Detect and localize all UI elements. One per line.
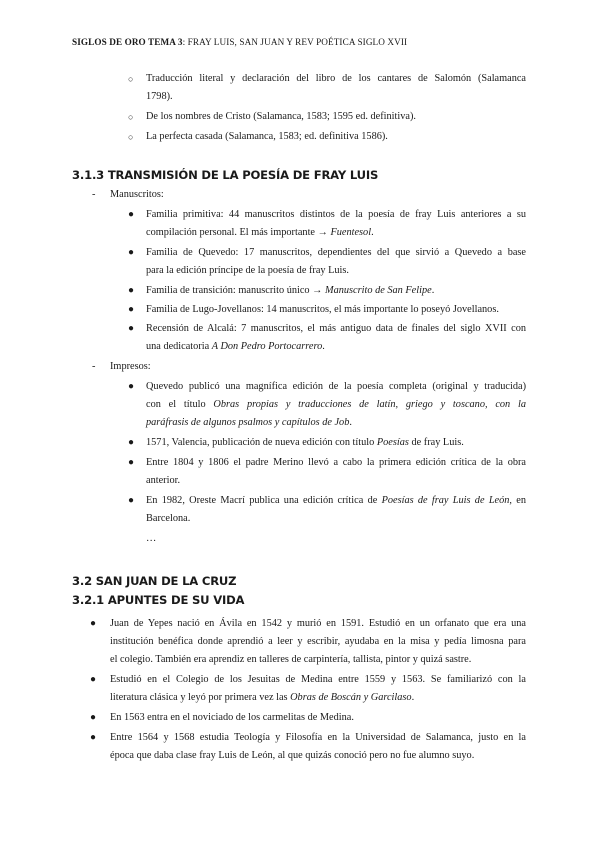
vida-item-4-line-1: Entre 1564 y 1568 estudia Teología y Filosofía en la Universidad de Salamanca, justo en la	[110, 732, 526, 743]
circle-bullet-icon: ○	[128, 112, 134, 122]
circle-bullet-icon: ○	[128, 74, 134, 84]
section-heading: 3.1.3 TRANSMISIÓN DE LA POESÍA DE FRAY LUIS	[72, 168, 379, 182]
bullet-dot-icon: ●	[128, 304, 135, 315]
running-header	[72, 37, 407, 47]
bullet-dot-icon: ●	[128, 285, 135, 296]
impreso-1-line-1: Quevedo publicó una magnífica edición de la poesía completa (original y traducida)	[146, 381, 526, 392]
bullet-dot-icon: ●	[128, 457, 135, 468]
header-rest: : FRAY LUIS, SAN JUAN Y REV POÉTICA SIGLO XVII	[182, 37, 408, 47]
vida-item-3: En 1563 entra en el noviciado de los carmelitas de Medina.	[110, 712, 354, 723]
vida-item-4-line-2: época que daba clase fray Luis de León, al que quizás conoció pero no fue alumno suyo.	[110, 750, 475, 761]
intro-item-3: La perfecta casada (Salamanca, 1583; ed. definitiva 1586).	[146, 131, 388, 142]
vida-item-2-line-1: Estudió en el Colegio de los Jesuitas de Medina entre 1559 y 1563. Se familiarizó con la	[110, 674, 526, 685]
bullet-dot-icon: ●	[128, 437, 135, 448]
bullet-dot-icon: ●	[90, 674, 97, 685]
manuscrito-5-line-1: Recensión de Alcalá: 7 manuscritos, el más antiguo data de finales del siglo XVII con	[146, 323, 526, 334]
vida-item-1-line-2: institución benéfica donde aprendió a leer y escribir, ayudaba en la misa y pedía limosna para	[110, 636, 526, 647]
impreso-1-line-3: paráfrasis de algunos psalmos y capítulos de Job.	[146, 417, 352, 428]
intro-item-1-line-1: Traducción literal y declaración del libro de los cantares de Salomón (Salamanca	[146, 73, 526, 84]
manuscrito-1-line-1: Familia primitiva: 44 manuscritos distintos de la poesía de fray Luis anteriores a su	[146, 209, 526, 220]
manuscrito-4: Familia de Lugo-Jovellanos: 14 manuscritos, el más importante lo poseyó Jovellanos.	[146, 304, 499, 315]
manuscrito-5-line-2: una dedicatoria A Don Pedro Portocarrero.	[146, 341, 325, 352]
manuscrito-2-line-1: Familia de Quevedo: 17 manuscritos, dependientes del que sirvió a Quevedo a base	[146, 247, 526, 258]
intro-item-1-line-2: 1798).	[146, 91, 173, 102]
bullet-dot-icon: ●	[90, 732, 97, 743]
impreso-1-line-2: con el título Obras propias y traducciones de latín, griego y toscano, con la	[146, 399, 526, 410]
bullet-dot-icon: ●	[128, 323, 135, 334]
impreso-2: 1571, Valencia, publicación de nueva edición con título Poesías de fray Luis.	[146, 437, 464, 448]
impresos-label: Impresos:	[110, 361, 151, 372]
manuscritos-label: Manuscritos:	[110, 189, 164, 200]
manuscrito-2-line-2: para la edición príncipe de la poesía de fray Luis.	[146, 265, 349, 276]
section-heading-32: 3.2 SAN JUAN DE LA CRUZ	[72, 574, 237, 588]
bullet-dot-icon: ●	[128, 381, 135, 392]
vida-item-1-line-3: el colegio. También era aprendiz en talleres de carpintería, tallista, pintor y quizá sastre.	[110, 654, 472, 665]
header-bold: SIGLOS DE ORO TEMA 3	[72, 37, 183, 47]
circle-bullet-icon: ○	[128, 132, 134, 142]
vida-item-2-line-2: literatura clásica y leyó por primera vez las Obras de Boscán y Garcilaso.	[110, 692, 415, 703]
manuscrito-3: Familia de transición: manuscrito único → Manuscrito de San Felipe.	[146, 285, 435, 296]
vida-item-1-line-1: Juan de Yepes nació en Ávila en 1542 y murió en 1591. Estudió en un orfanato que era una	[110, 618, 526, 629]
manuscrito-1-line-2: compilación personal. El más importante → Fuentesol.	[146, 227, 374, 238]
impreso-4-line-2: Barcelona.	[146, 513, 191, 524]
bullet-dot-icon: ●	[90, 618, 97, 629]
bullet-dot-icon: ●	[128, 247, 135, 258]
bullet-dot-icon: ●	[128, 495, 135, 506]
impreso-4-line-1: En 1982, Oreste Macrí publica una edición crítica de Poesías de fray Luis de León, en	[146, 495, 527, 506]
dash-bullet-icon: -	[92, 189, 96, 200]
bullet-dot-icon: ●	[128, 209, 135, 220]
impreso-3-line-2: anterior.	[146, 475, 181, 486]
intro-item-2: De los nombres de Cristo (Salamanca, 1583; 1595 ed. definitiva).	[146, 111, 416, 122]
subsection-heading-321: 3.2.1 APUNTES DE SU VIDA	[72, 593, 245, 607]
ellipsis: …	[146, 533, 157, 544]
dash-bullet-icon: -	[92, 361, 96, 372]
impreso-3-line-1: Entre 1804 y 1806 el padre Merino llevó a cabo la primera edición crítica de la obra	[146, 457, 526, 468]
bullet-dot-icon: ●	[90, 712, 97, 723]
